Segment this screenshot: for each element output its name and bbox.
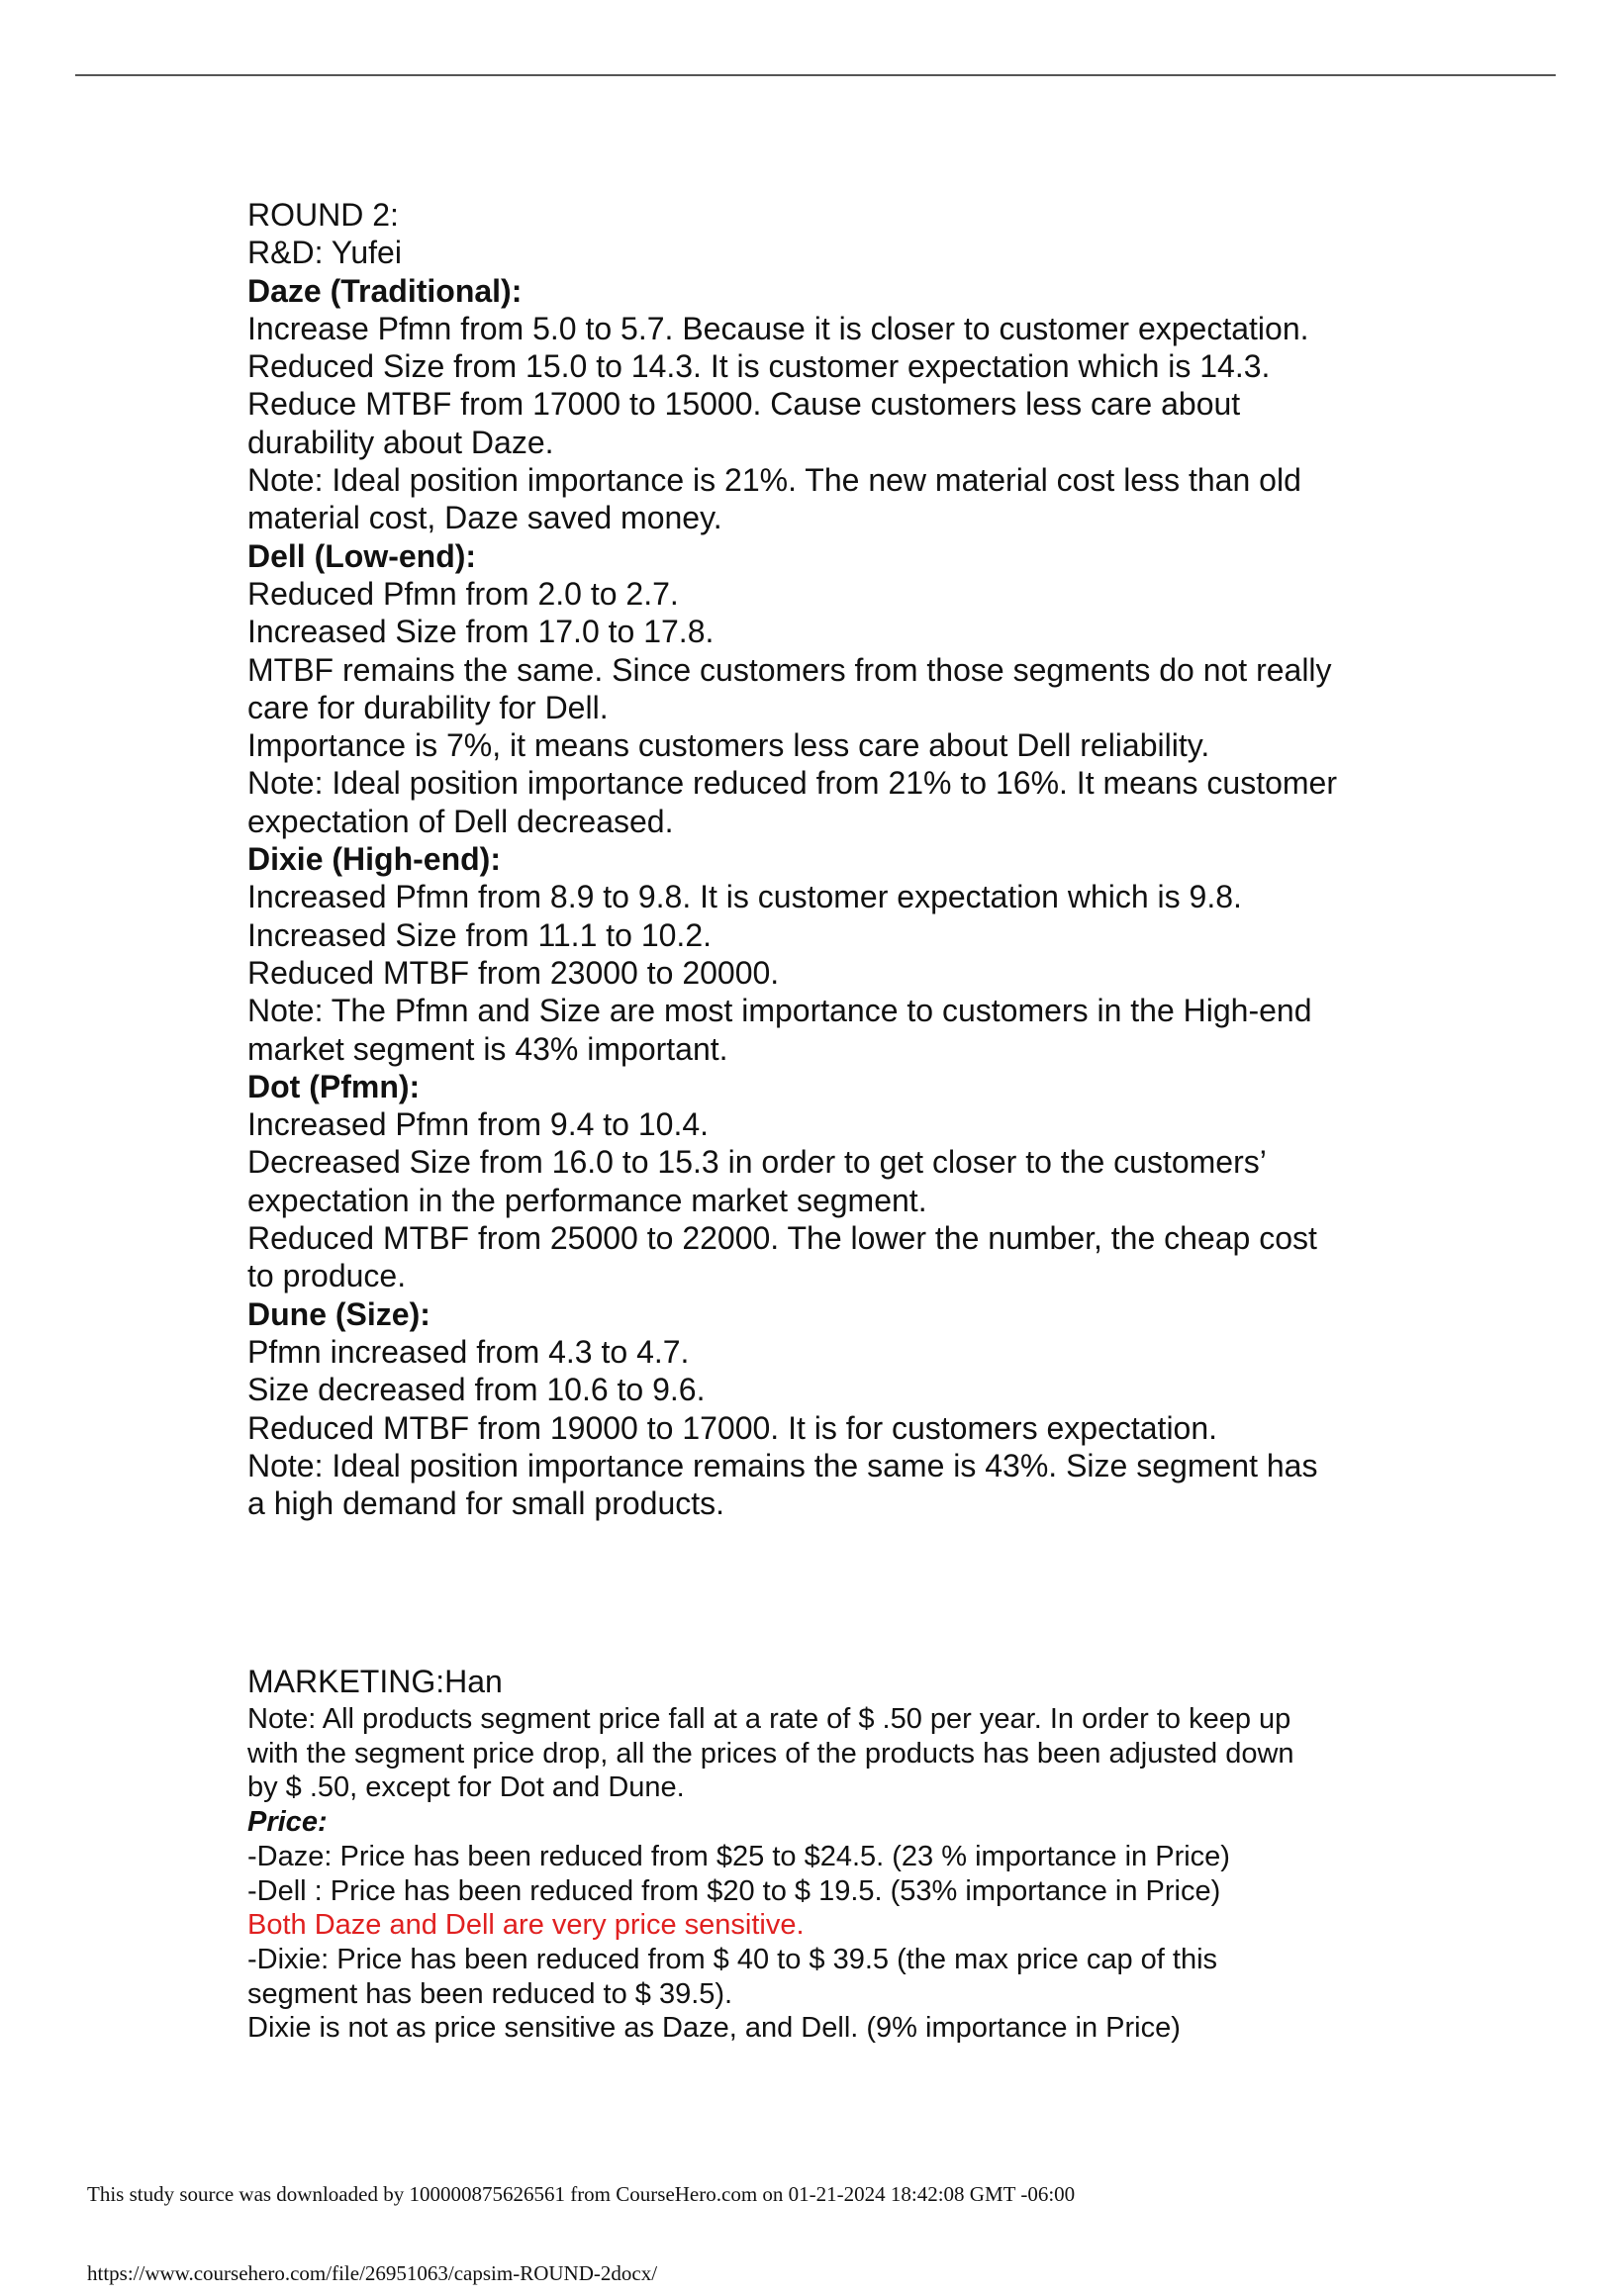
text-line: Note: Ideal position importance is 21%. The new material cost less than old	[247, 462, 1301, 499]
text-line: durability about Daze.	[247, 424, 554, 460]
text-line: Pfmn increased from 4.3 to 4.7.	[247, 1333, 690, 1370]
product-heading-dell: Dell (Low-end):	[247, 537, 477, 574]
text-line: market segment is 43% important.	[247, 1030, 728, 1067]
text-line: to produce.	[247, 1258, 407, 1294]
text-line: a high demand for small products.	[247, 1485, 725, 1522]
header-rule	[75, 74, 1556, 76]
text-line: by $ .50, except for Dot and Dune.	[247, 1771, 685, 1804]
text-line: Note: All products segment price fall at a rate of $ .50 per year. In order to keep up	[247, 1703, 1291, 1735]
product-heading-dixie: Dixie (High-end):	[247, 841, 501, 878]
text-line: -Dixie: Price has been reduced from $ 40 to $ 39.5 (the max price cap of this	[247, 1943, 1218, 1975]
text-line: material cost, Daze saved money.	[247, 500, 722, 536]
text-line: Reduced Size from 15.0 to 14.3. It is customer expectation which is 14.3.	[247, 348, 1271, 385]
text-line: Reduced MTBF from 23000 to 20000.	[247, 954, 780, 991]
text-line: Size decreased from 10.6 to 9.6.	[247, 1372, 706, 1408]
text-line: Increased Size from 11.1 to 10.2.	[247, 916, 712, 953]
text-line: Increased Pfmn from 8.9 to 9.8. It is customer expectation which is 9.8.	[247, 879, 1242, 915]
text-line: with the segment price drop, all the prices of the products has been adjusted down	[247, 1737, 1294, 1770]
text-line: -Dell : Price has been reduced from $20 to $ 19.5. (53% importance in Price)	[247, 1874, 1221, 1907]
rnd-owner: R&D: Yufei	[247, 235, 402, 271]
text-line: expectation of Dell decreased.	[247, 803, 674, 839]
text-line: Increase Pfmn from 5.0 to 5.7. Because it is closer to customer expectation.	[247, 310, 1309, 346]
text-line: segment has been reduced to $ 39.5).	[247, 1977, 733, 2010]
text-line: Note: Ideal position importance reduced from 21% to 16%. It means customer	[247, 765, 1337, 802]
text-line: care for durability for Dell.	[247, 689, 609, 725]
text-line: Reduced Pfmn from 2.0 to 2.7.	[247, 575, 679, 612]
text-line: Reduce MTBF from 17000 to 15000. Cause customers less care about	[247, 386, 1241, 423]
product-heading-dot: Dot (Pfmn):	[247, 1068, 421, 1104]
text-line: -Daze: Price has been reduced from $25 to $24.5. (23 % importance in Price)	[247, 1840, 1230, 1872]
round-title: ROUND 2:	[247, 197, 399, 233]
text-line: Note: Ideal position importance remains the same is 43%. Size segment has	[247, 1447, 1318, 1483]
product-heading-dune: Dune (Size):	[247, 1295, 430, 1332]
text-line: Reduced MTBF from 25000 to 22000. The lower the number, the cheap cost	[247, 1220, 1317, 1257]
text-line: Dixie is not as price sensitive as Daze, and Dell. (9% importance in Price)	[247, 2012, 1181, 2045]
product-heading-daze: Daze (Traditional):	[247, 272, 523, 309]
text-line: Reduced MTBF from 19000 to 17000. It is for customers expectation.	[247, 1409, 1218, 1446]
text-line: MTBF remains the same. Since customers from those segments do not really	[247, 651, 1332, 688]
marketing-title: MARKETING:Han	[247, 1664, 503, 1699]
text-line: expectation in the performance market segment.	[247, 1182, 927, 1218]
price-heading: Price:	[247, 1806, 328, 1839]
rnd-section	[247, 196, 1395, 1522]
price-sensitivity-note: Both Daze and Dell are very price sensitive.	[247, 1909, 805, 1942]
text-line: Increased Pfmn from 9.4 to 10.4.	[247, 1106, 710, 1143]
text-line: Note: The Pfmn and Size are most importance to customers in the High-end	[247, 993, 1312, 1029]
marketing-section	[247, 1702, 1395, 2046]
source-url[interactable]: https://www.coursehero.com/file/26951063/capsim-ROUND-2docx/	[87, 2261, 658, 2285]
download-notice: This study source was downloaded by 100000875626561 from CourseHero.com on 01-21-2024 18:42:08 GMT -06:00	[87, 2182, 1076, 2206]
text-line: Importance is 7%, it means customers less care about Dell reliability.	[247, 727, 1210, 764]
text-line: Increased Size from 17.0 to 17.8.	[247, 614, 715, 650]
text-line: Decreased Size from 16.0 to 15.3 in order to get closer to the customers’	[247, 1144, 1267, 1181]
